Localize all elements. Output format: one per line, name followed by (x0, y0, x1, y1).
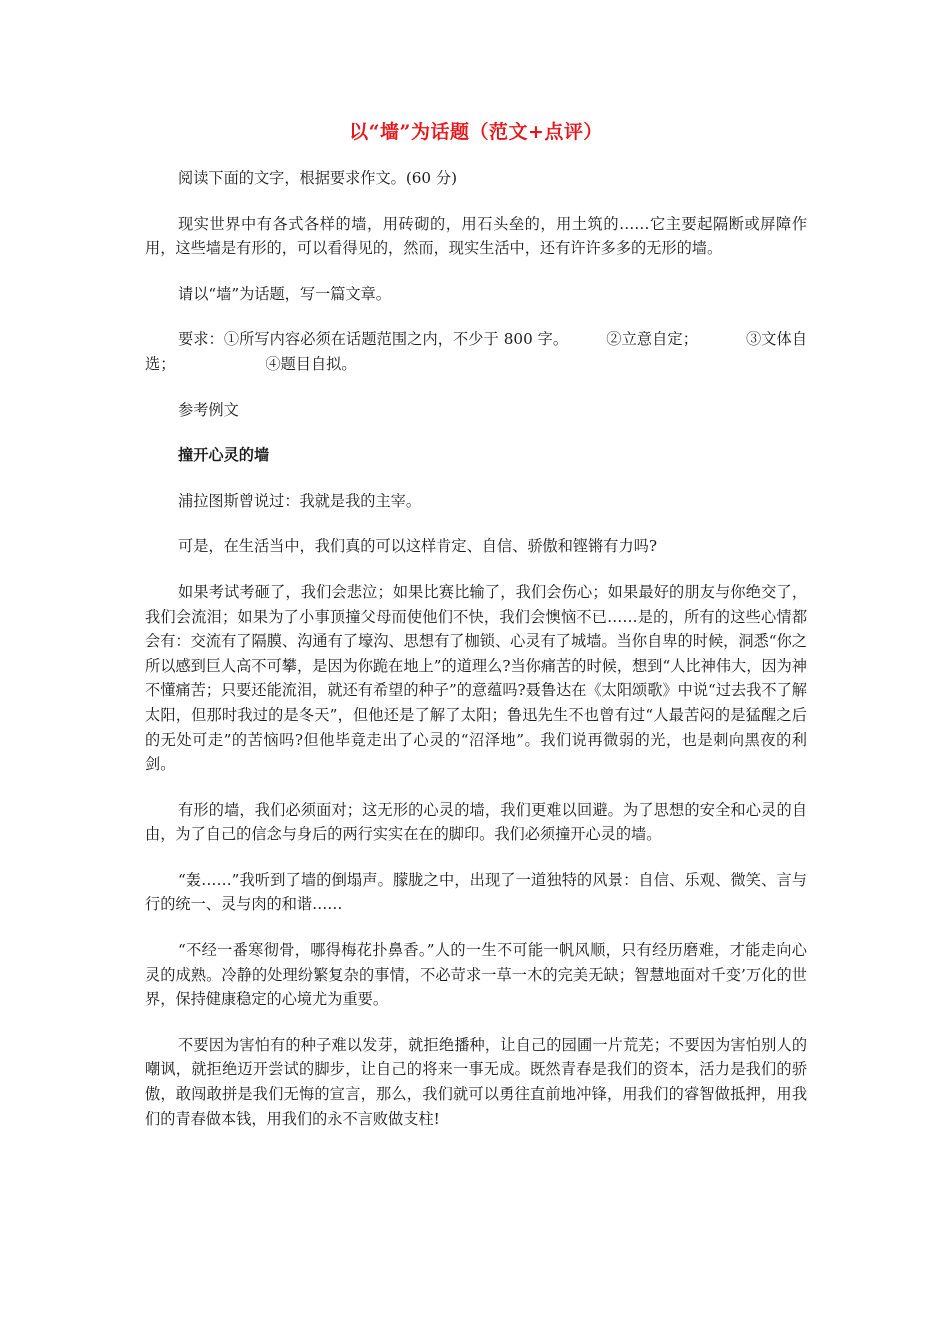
prompt-requirements (145, 327, 807, 376)
document-page (145, 118, 807, 1152)
essay-paragraph: “不经一番寒彻骨，哪得梅花扑鼻香。”人的一生不可能一帆风顺，只有经历磨难，才能走向心灵的成熟。冷静的处理纷繁复杂的事情，不必苛求一草一木的完美无缺；智慧地面对千变’万化的世界，保持健康稳定的心境尤为重要。 (145, 941, 807, 1009)
essay-paragraph: 有形的墙，我们必须面对；这无形的心灵的墙，我们更难以回避。为了思想的安全和心灵的自由，为了自己的信念与身后的两行实实在在的脚印。我们必须撞开心灵的墙。 (145, 800, 807, 844)
document-title: 以“墙”为话题（范文+点评） (349, 121, 603, 143)
essay-paragraph: 浦拉图斯曾说过：我就是我的主宰。 (178, 491, 421, 510)
prompt-material: 现实世界中有各式各样的墙，用砖砌的，用石头垒的，用土筑的……它主要起隔断或屏障作用，这些墙是有形的，可以看得见的，然而，现实生活中，还有许许多多的无形的墙。 (145, 214, 807, 258)
essay-title: 撞开心灵的墙 (178, 446, 270, 465)
prompt-intro: 阅读下面的文字，根据要求作文。(60 分) (178, 169, 458, 187)
requirement-2: ②立意自定； (606, 330, 698, 349)
essay-paragraph: 如果考试考砸了，我们会悲泣；如果比赛比输了，我们会伤心；如果最好的朋友与你绝交了，我们会流泪；如果为了小事顶撞父母而使他们不快，我们会懊恼不已……是的，所有的这些心情都会有：交流有了隔膜、沟通有了壕沟、思想有了枷锁、心灵有了城墙。当你自卑的时候，洞悉“你之所以感到巨人高不可攀，是因为你跪在地上”的道理么?当你痛苦的时候，想到“人比神伟大，因为神不懂痛苦；只要还能流泪，就还有希望的种子”的意蕴吗?聂鲁达在《太阳颂歌》中说“过去我不了解太阳，但那时我过的是冬天”，但他还是了解了太阳；鲁迅先生不也曾有过“人最苦闷的是猛醒之后的无处可走”的苦恼吗?但他毕竟走出了心灵的“沼泽地”。我们说再微弱的光，也是刺向黑夜的利剑。 (145, 582, 807, 774)
sample-label: 参考例文 (178, 400, 239, 419)
requirement-lead: 要求：①所写内容必须在话题范围之内，不少于 800 字。 (178, 330, 569, 349)
essay-paragraph: “轰……”我听到了墙的倒塌声。朦胧之中，出现了一道独特的风景：自信、乐观、微笑、言与行的统一、灵与肉的和谐…… (145, 870, 807, 914)
prompt-task: 请以“墙”为话题，写一篇文章。 (178, 284, 391, 303)
essay-paragraph: 不要因为害怕有的种子难以发芽，就拒绝播种，让自己的园圃一片荒芜；不要因为害怕别人的嘲讽，就拒绝迈开尝试的脚步，让自己的将来一事无成。既然青春是我们的资本，活力是我们的骄傲，敢闯敢拼是我们无悔的宣言，那么，我们就可以勇往直前地冲锋，用我们的睿智做抵押，用我们的青春做本钱，用我们的永不言败做支柱! (145, 1035, 807, 1128)
requirement-3: ③文体自选； (145, 330, 808, 373)
requirement-4: ④题目自拟。 (265, 354, 357, 373)
essay-paragraph: 可是，在生活当中，我们真的可以这样肯定、自信、骄傲和铿锵有力吗? (178, 537, 657, 556)
